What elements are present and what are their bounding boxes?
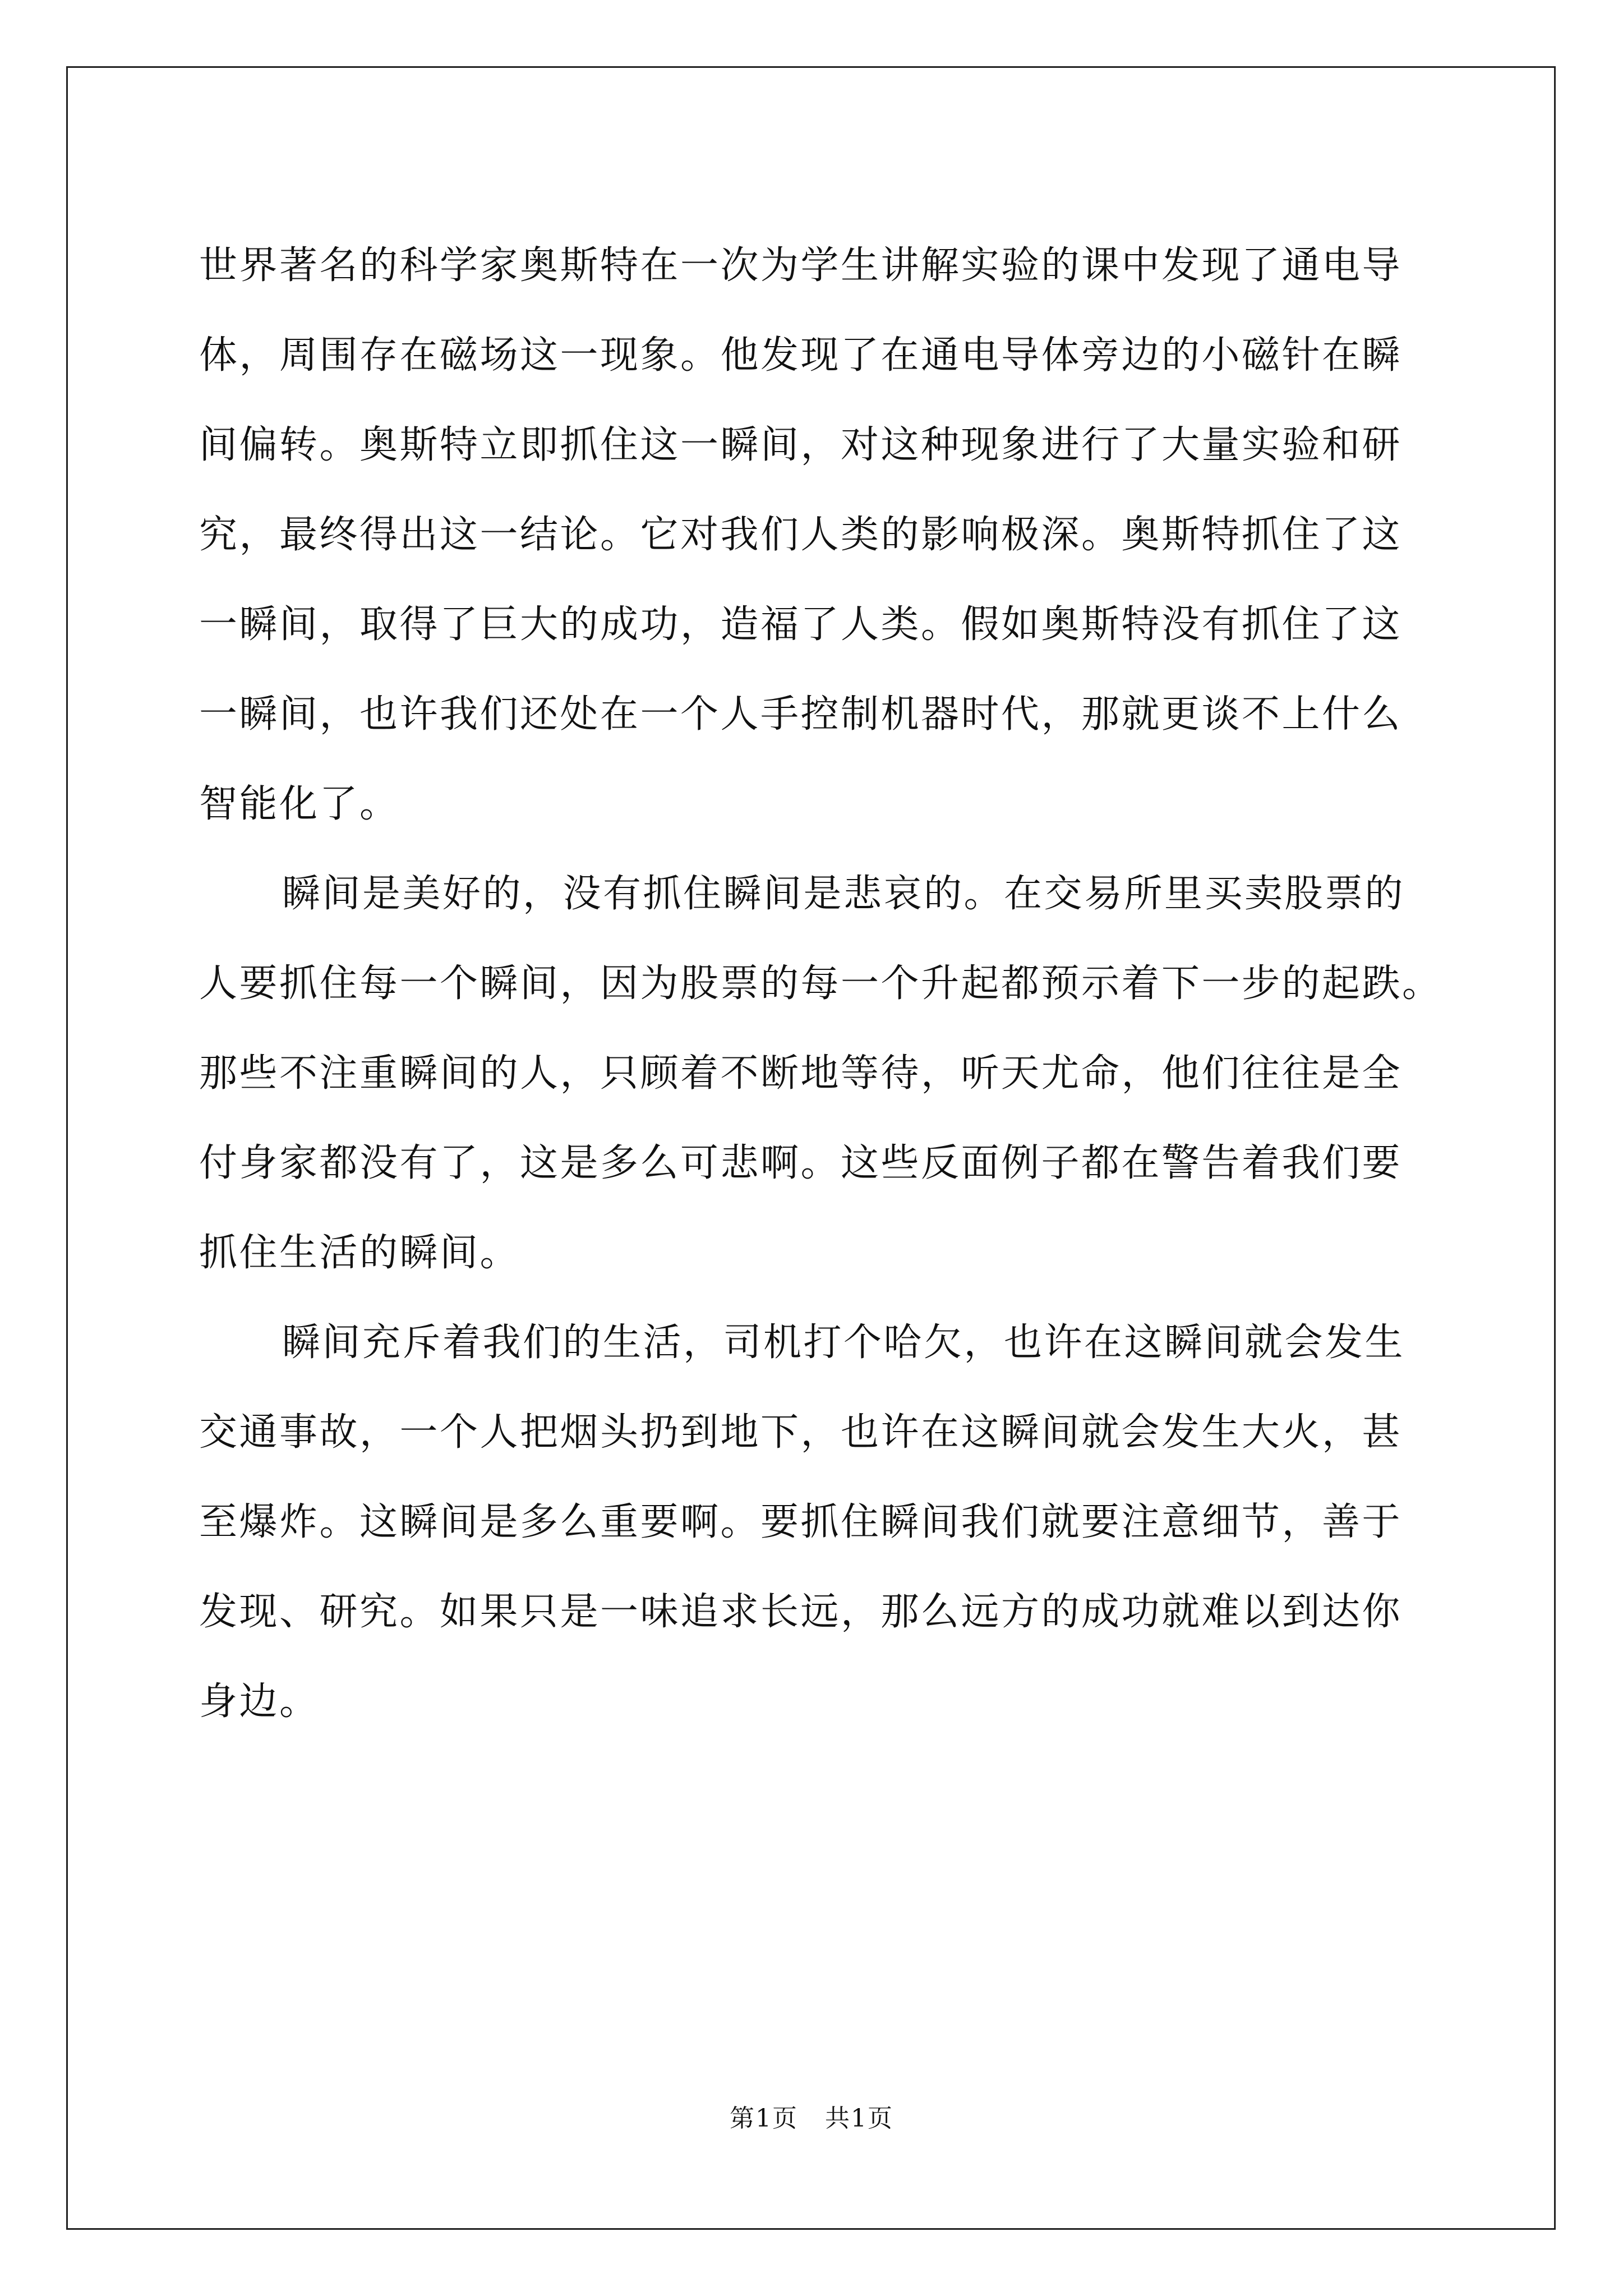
- text-line: 交通事故，一个人把烟头扔到地下，也许在这瞬间就会发生大火，甚: [199, 1410, 1403, 1455]
- text-line: 究，最终得出这一结论。它对我们人类的影响极深。奥斯特抓住了这: [199, 513, 1403, 557]
- text-line: 抓住生活的瞬间。: [199, 1231, 520, 1275]
- text-line: 瞬间充斥着我们的生活，司机打个哈欠，也许在这瞬间就会发生: [282, 1320, 1405, 1365]
- paragraph-3: [199, 1298, 1433, 1747]
- text-line: 那些不注重瞬间的人，只顾着不断地等待，听天尤命，他们往往是全: [199, 1051, 1403, 1096]
- page-total: 共1页: [825, 2104, 893, 2133]
- page-footer: [0, 2098, 1623, 2134]
- text-line: 瞬间是美好的，没有抓住瞬间是悲哀的。在交易所里买卖股票的: [282, 872, 1405, 916]
- paragraph-1: [199, 221, 1433, 849]
- document-body: [199, 221, 1442, 1747]
- text-line: 身边。: [199, 1680, 320, 1724]
- text-line: 间偏转。奥斯特立即抓住这一瞬间，对这种现象进行了大量实验和研: [199, 423, 1403, 467]
- text-line: 付身家都没有了，这是多么可悲啊。这些反面例子都在警告着我们要: [199, 1141, 1403, 1185]
- text-line: 发现、研究。如果只是一味追求长远，那么远方的成功就难以到达你: [199, 1590, 1403, 1634]
- page-number: 第1页: [730, 2104, 798, 2133]
- text-line: 一瞬间，也许我们还处在一个人手控制机器时代，那就更谈不上什么: [199, 692, 1403, 737]
- text-line: 至爆炸。这瞬间是多么重要啊。要抓住瞬间我们就要注意细节，善于: [199, 1500, 1403, 1544]
- text-line: 体，周围存在磁场这一现象。他发现了在通电导体旁边的小磁针在瞬: [199, 333, 1403, 378]
- text-line: 人要抓住每一个瞬间，因为股票的每一个升起都预示着下一步的起跌。: [199, 961, 1442, 1006]
- text-line: 智能化了。: [199, 782, 400, 826]
- paragraph-2: [199, 849, 1442, 1298]
- text-line: 世界著名的科学家奥斯特在一次为学生讲解实验的课中发现了通电导: [199, 243, 1403, 288]
- text-line: 一瞬间，取得了巨大的成功，造福了人类。假如奥斯特没有抓住了这: [199, 602, 1403, 647]
